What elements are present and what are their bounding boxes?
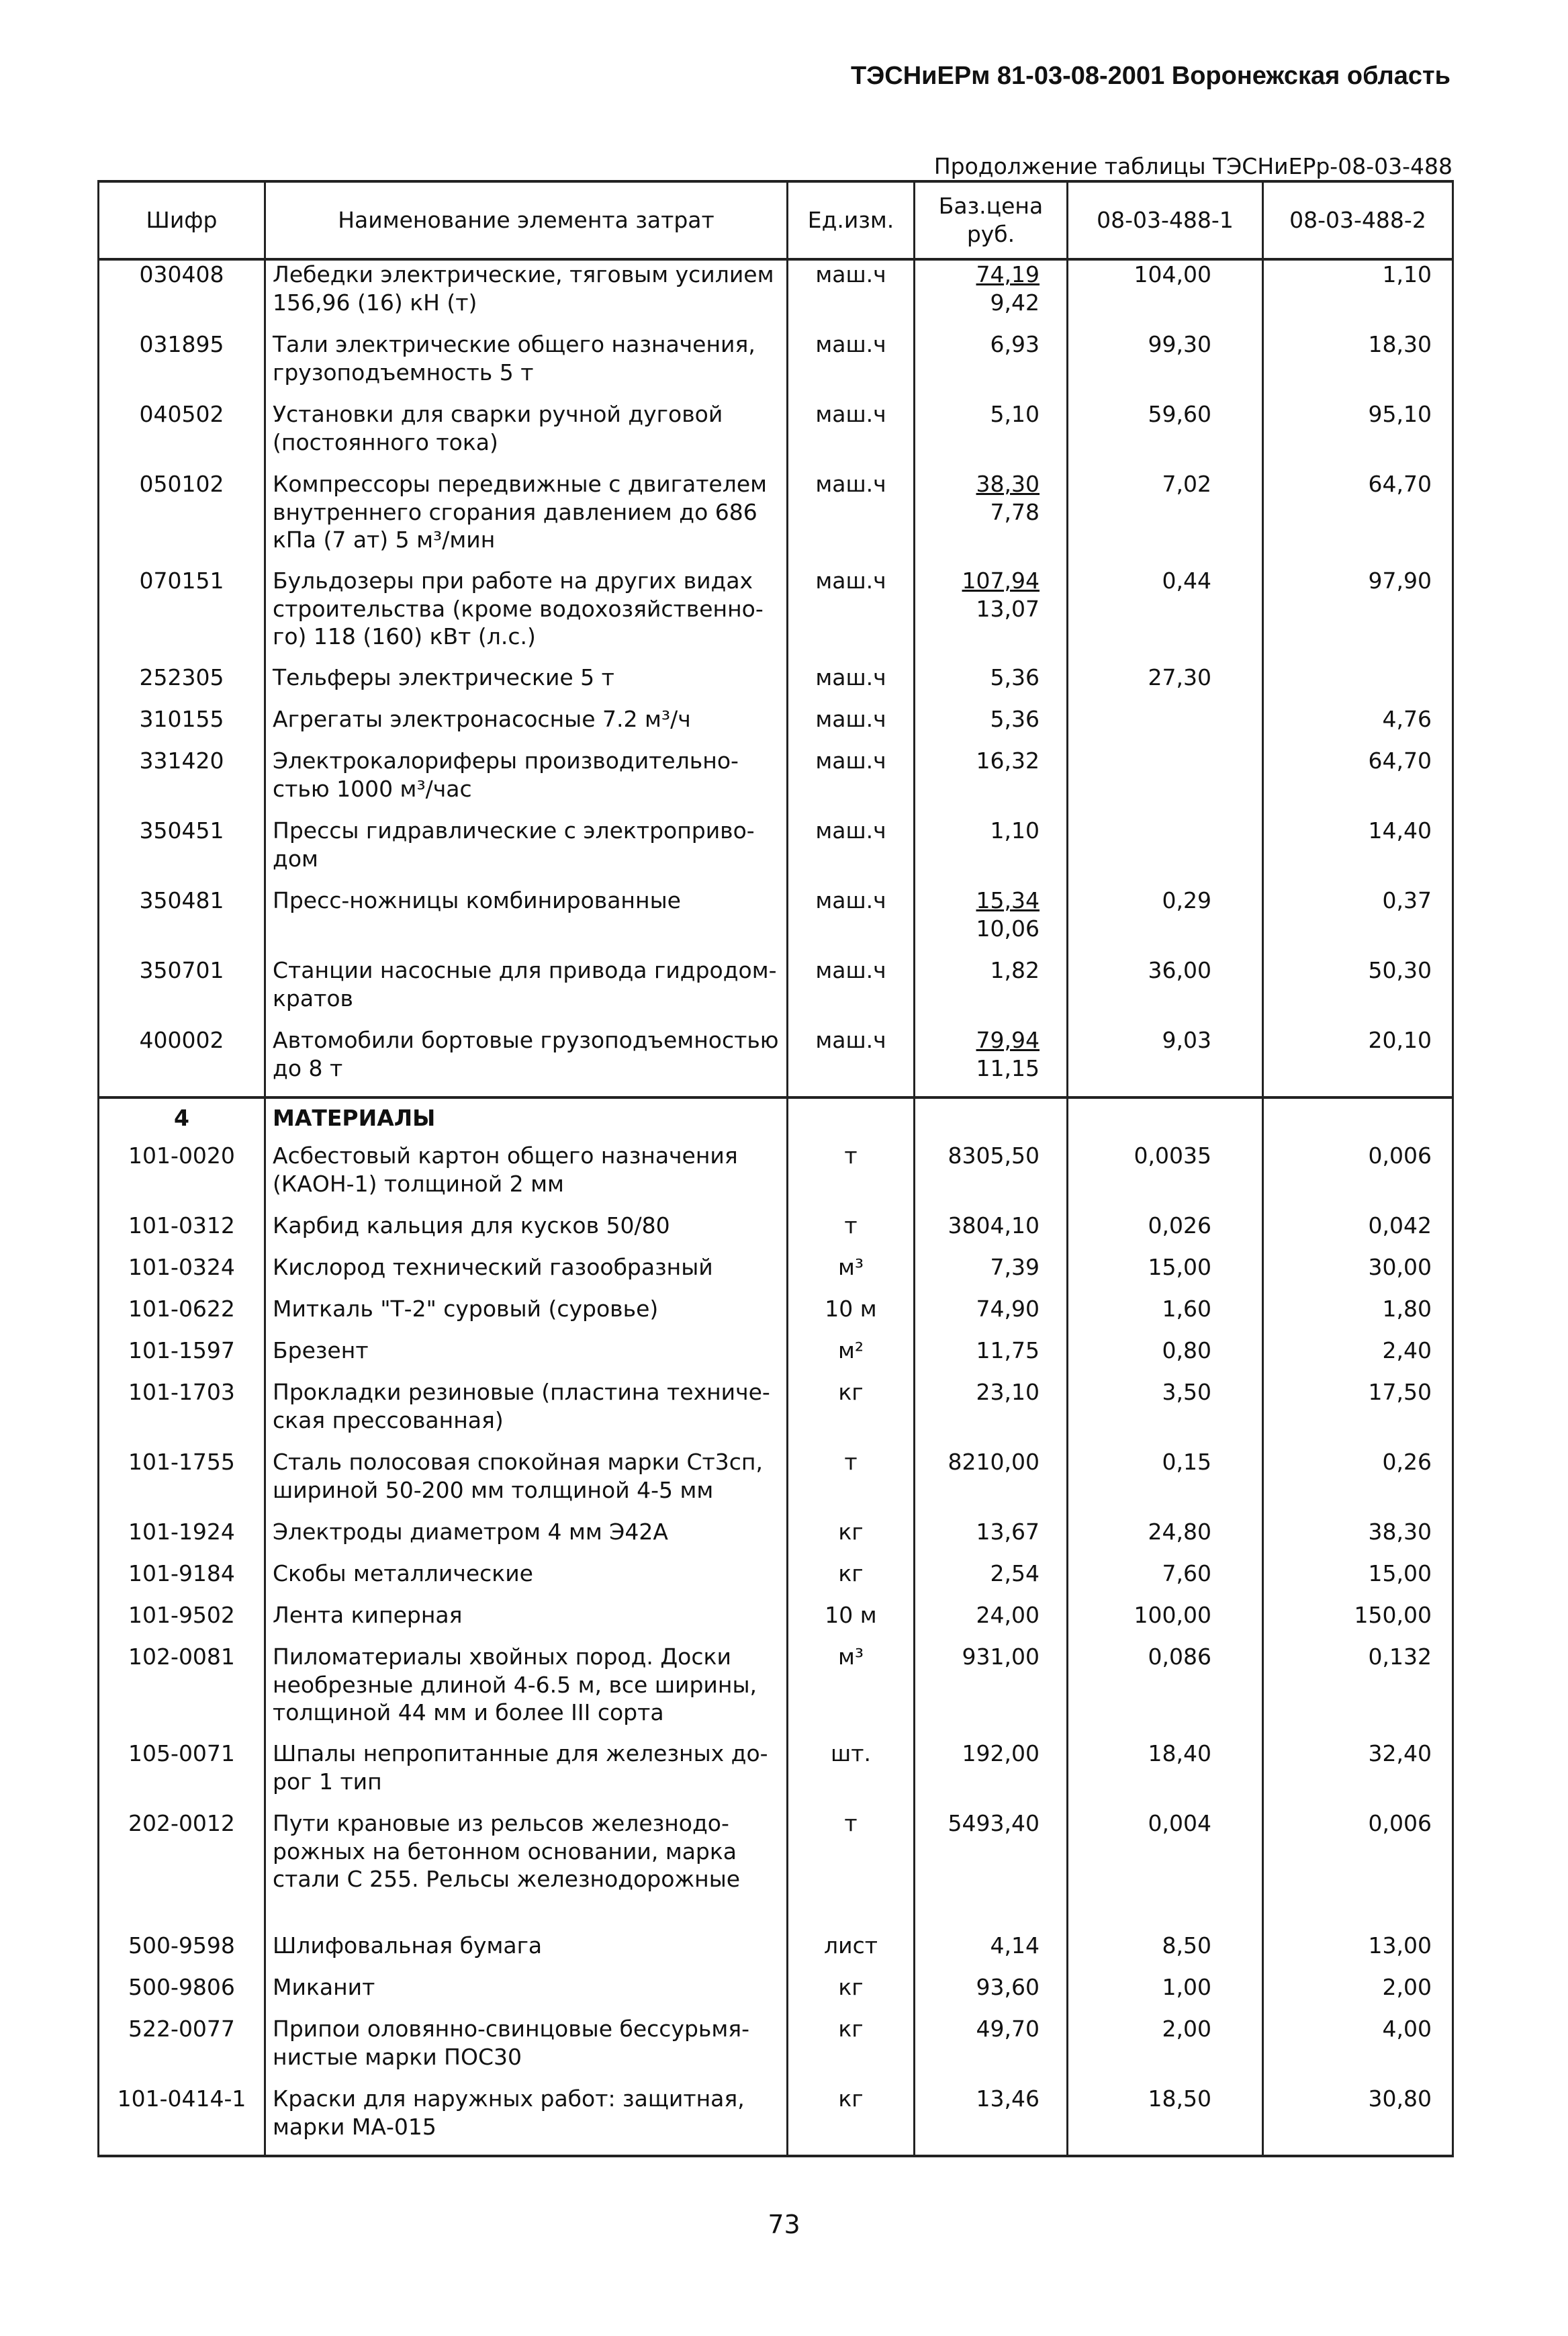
cell-col1: 27,30 bbox=[1068, 664, 1263, 705]
cell-name: Лента киперная bbox=[265, 1601, 788, 1643]
cell-code: 101-9502 bbox=[99, 1601, 265, 1643]
cell-name: Пресс-ножницы комбинированные bbox=[265, 887, 788, 956]
cell-col1: 0,026 bbox=[1068, 1212, 1263, 1253]
cell-col2: 97,90 bbox=[1263, 567, 1453, 664]
resource-table bbox=[97, 180, 1454, 2157]
cell-col1: 7,60 bbox=[1068, 1560, 1263, 1601]
cell-unit: маш.ч bbox=[788, 400, 915, 470]
cell-unit: маш.ч bbox=[788, 817, 915, 887]
cell-col2: 0,132 bbox=[1263, 1643, 1453, 1740]
cell-col2: 32,40 bbox=[1263, 1740, 1453, 1809]
cell-name: Агрегаты электронасосные 7.2 м³/ч bbox=[265, 705, 788, 747]
cell-price: 5,36 bbox=[915, 705, 1068, 747]
running-header: ТЭСНиЕРм 81-03-08-2001 Воронежская область bbox=[851, 62, 1450, 90]
cell-col2: 14,40 bbox=[1263, 817, 1453, 887]
cell-unit: т bbox=[788, 1809, 915, 1932]
cell-unit: 10 м bbox=[788, 1295, 915, 1337]
cell-name: Сталь полосовая спокойная марки Ст3сп, шириной 50-200 мм толщиной 4-5 мм bbox=[265, 1448, 788, 1518]
price-subvalue: 9,42 bbox=[990, 289, 1040, 316]
page-number: 73 bbox=[768, 2210, 800, 2239]
table-caption: Продолжение таблицы ТЭСНиЕРр-08-03-488 bbox=[933, 153, 1452, 179]
cell-unit: кг bbox=[788, 1378, 915, 1448]
price-value: 79,94 bbox=[976, 1027, 1040, 1053]
cell-name: Миканит bbox=[265, 1973, 788, 2015]
cell-code: 101-1597 bbox=[99, 1337, 265, 1378]
column-header-col2: 08-03-488-2 bbox=[1263, 181, 1453, 259]
cell-code: 050102 bbox=[99, 470, 265, 567]
table-row bbox=[99, 400, 1453, 470]
table-row bbox=[99, 1932, 1453, 1973]
price-value: 38,30 bbox=[976, 471, 1040, 497]
cell-unit: м³ bbox=[788, 1643, 915, 1740]
price-value: 107,94 bbox=[962, 568, 1040, 594]
cell-col1: 18,50 bbox=[1068, 2085, 1263, 2156]
table-row bbox=[99, 2085, 1453, 2156]
cell-col2: 4,76 bbox=[1263, 705, 1453, 747]
column-header-unit: Ед.изм. bbox=[788, 181, 915, 259]
table-row bbox=[99, 1740, 1453, 1809]
cell-col1: 2,00 bbox=[1068, 2015, 1263, 2085]
column-header-price: Баз.цена руб. bbox=[915, 181, 1068, 259]
cell-col2: 2,00 bbox=[1263, 1973, 1453, 2015]
table-row bbox=[99, 470, 1453, 567]
cell-price: 931,00 bbox=[915, 1643, 1068, 1740]
cell-col2: 64,70 bbox=[1263, 747, 1453, 817]
cell-price: 1,10 bbox=[915, 817, 1068, 887]
cell-price: 1,82 bbox=[915, 956, 1068, 1026]
cell-col1: 0,80 bbox=[1068, 1337, 1263, 1378]
cell-code: 101-0414-1 bbox=[99, 2085, 265, 2156]
cell-col1: 0,15 bbox=[1068, 1448, 1263, 1518]
cell-unit: кг bbox=[788, 2085, 915, 2156]
cell-code: 101-1755 bbox=[99, 1448, 265, 1518]
cell-code: 040502 bbox=[99, 400, 265, 470]
cell-col2: 15,00 bbox=[1263, 1560, 1453, 1601]
cell-col1: 104,00 bbox=[1068, 259, 1263, 330]
cell-price: 74,90 bbox=[915, 1295, 1068, 1337]
cell-col1: 9,03 bbox=[1068, 1026, 1263, 1097]
cell-name: Прессы гидравлические с электроприво-дом bbox=[265, 817, 788, 887]
cell-col2: 50,30 bbox=[1263, 956, 1453, 1026]
cell-unit: маш.ч bbox=[788, 747, 915, 817]
cell-unit: маш.ч bbox=[788, 567, 915, 664]
cell-col1: 36,00 bbox=[1068, 956, 1263, 1026]
table-row bbox=[99, 259, 1453, 330]
table-row bbox=[99, 1295, 1453, 1337]
cell-code: 101-0312 bbox=[99, 1212, 265, 1253]
cell-code: 101-0020 bbox=[99, 1142, 265, 1212]
table-row bbox=[99, 1643, 1453, 1740]
cell-price bbox=[915, 887, 1068, 956]
cell-code: 101-0324 bbox=[99, 1253, 265, 1295]
cell-name: Кислород технический газообразный bbox=[265, 1253, 788, 1295]
cell-unit: маш.ч bbox=[788, 259, 915, 330]
table-row bbox=[99, 1560, 1453, 1601]
cell-name: Тали электрические общего назначения, грузоподъемность 5 т bbox=[265, 330, 788, 400]
cell-name: Шлифовальная бумага bbox=[265, 1932, 788, 1973]
cell-price: 8305,50 bbox=[915, 1142, 1068, 1212]
cell-code: 101-9184 bbox=[99, 1560, 265, 1601]
cell-col1: 8,50 bbox=[1068, 1932, 1263, 1973]
cell-price: 5,10 bbox=[915, 400, 1068, 470]
cell-unit: лист bbox=[788, 1932, 915, 1973]
price-value: 74,19 bbox=[976, 261, 1040, 287]
cell-unit: маш.ч bbox=[788, 956, 915, 1026]
cell-code: 500-9598 bbox=[99, 1932, 265, 1973]
cell-code: 105-0071 bbox=[99, 1740, 265, 1809]
table-row bbox=[99, 1518, 1453, 1560]
section-number: 4 bbox=[99, 1097, 265, 1142]
cell-code: 101-1703 bbox=[99, 1378, 265, 1448]
table-row bbox=[99, 817, 1453, 887]
cell-price: 4,14 bbox=[915, 1932, 1068, 1973]
cell-price: 49,70 bbox=[915, 2015, 1068, 2085]
cell-name: Бульдозеры при работе на других видах строительства (кроме водохозяйственно-го) 118 (160) кВт (л.с.) bbox=[265, 567, 788, 664]
table-row bbox=[99, 747, 1453, 817]
table-row bbox=[99, 330, 1453, 400]
cell-col2: 1,80 bbox=[1263, 1295, 1453, 1337]
cell-name: Скобы металлические bbox=[265, 1560, 788, 1601]
cell-col2: 30,80 bbox=[1263, 2085, 1453, 2156]
cell-price: 5,36 bbox=[915, 664, 1068, 705]
cell-price: 24,00 bbox=[915, 1601, 1068, 1643]
section-title: МАТЕРИАЛЫ bbox=[265, 1097, 788, 1142]
table-row bbox=[99, 2015, 1453, 2085]
cell-code: 310155 bbox=[99, 705, 265, 747]
cell-name: Припои оловянно-свинцовые бессурьмя-нистые марки ПОС30 bbox=[265, 2015, 788, 2085]
column-header-code: Шифр bbox=[99, 181, 265, 259]
cell-unit: т bbox=[788, 1142, 915, 1212]
cell-code: 070151 bbox=[99, 567, 265, 664]
cell-col2: 2,40 bbox=[1263, 1337, 1453, 1378]
cell-price: 16,32 bbox=[915, 747, 1068, 817]
table-row bbox=[99, 664, 1453, 705]
cell-unit: маш.ч bbox=[788, 887, 915, 956]
cell-name: Прокладки резиновые (пластина техниче-ская прессованная) bbox=[265, 1378, 788, 1448]
cell-unit: т bbox=[788, 1448, 915, 1518]
table-row bbox=[99, 705, 1453, 747]
table-row bbox=[99, 1378, 1453, 1448]
cell-unit: маш.ч bbox=[788, 705, 915, 747]
cell-unit: маш.ч bbox=[788, 470, 915, 567]
cell-col2: 30,00 bbox=[1263, 1253, 1453, 1295]
cell-col1: 3,50 bbox=[1068, 1378, 1263, 1448]
cell-col2: 0,37 bbox=[1263, 887, 1453, 956]
table-row bbox=[99, 567, 1453, 664]
cell-col2: 0,042 bbox=[1263, 1212, 1453, 1253]
table-row bbox=[99, 1337, 1453, 1378]
cell-unit: маш.ч bbox=[788, 664, 915, 705]
table-row bbox=[99, 1448, 1453, 1518]
table-row bbox=[99, 887, 1453, 956]
cell-col1: 0,29 bbox=[1068, 887, 1263, 956]
cell-code: 350701 bbox=[99, 956, 265, 1026]
cell-price: 8210,00 bbox=[915, 1448, 1068, 1518]
cell-unit: кг bbox=[788, 2015, 915, 2085]
cell-name: Пути крановые из рельсов железнодо-рожных на бетонном основании, марка стали С 255. Рельсы железнодорожные bbox=[265, 1809, 788, 1932]
cell-name: Асбестовый картон общего назначения (КАОН-1) толщиной 2 мм bbox=[265, 1142, 788, 1212]
cell-price: 6,93 bbox=[915, 330, 1068, 400]
cell-name: Электроды диаметром 4 мм Э42А bbox=[265, 1518, 788, 1560]
cell-unit: т bbox=[788, 1212, 915, 1253]
cell-col1: 0,086 bbox=[1068, 1643, 1263, 1740]
table-row bbox=[99, 956, 1453, 1026]
section-row bbox=[99, 1097, 1453, 1142]
cell-col1: 18,40 bbox=[1068, 1740, 1263, 1809]
cell-code: 101-0622 bbox=[99, 1295, 265, 1337]
cell-col2: 150,00 bbox=[1263, 1601, 1453, 1643]
table-row bbox=[99, 1212, 1453, 1253]
cell-unit: 10 м bbox=[788, 1601, 915, 1643]
cell-code: 500-9806 bbox=[99, 1973, 265, 2015]
cell-code: 101-1924 bbox=[99, 1518, 265, 1560]
cell-col1: 0,004 bbox=[1068, 1809, 1263, 1932]
cell-price bbox=[915, 567, 1068, 664]
header-row bbox=[99, 181, 1453, 259]
price-subvalue: 10,06 bbox=[976, 915, 1040, 942]
cell-price bbox=[915, 1026, 1068, 1097]
cell-name: Брезент bbox=[265, 1337, 788, 1378]
cell-col1: 15,00 bbox=[1068, 1253, 1263, 1295]
cell-price: 5493,40 bbox=[915, 1809, 1068, 1932]
cell-col2: 0,006 bbox=[1263, 1142, 1453, 1212]
cell-col1 bbox=[1068, 817, 1263, 887]
cell-code: 350451 bbox=[99, 817, 265, 887]
cell-col2: 13,00 bbox=[1263, 1932, 1453, 1973]
price-subvalue: 7,78 bbox=[990, 498, 1040, 525]
cell-name: Электрокалориферы производительно-стью 1000 м³/час bbox=[265, 747, 788, 817]
price-subvalue: 13,07 bbox=[976, 595, 1040, 622]
cell-unit: маш.ч bbox=[788, 1026, 915, 1097]
cell-col2: 1,10 bbox=[1263, 259, 1453, 330]
cell-code: 252305 bbox=[99, 664, 265, 705]
cell-col2: 0,006 bbox=[1263, 1809, 1453, 1932]
cell-col1: 24,80 bbox=[1068, 1518, 1263, 1560]
cell-name: Установки для сварки ручной дуговой (постоянного тока) bbox=[265, 400, 788, 470]
cell-name: Станции насосные для привода гидродом-кратов bbox=[265, 956, 788, 1026]
cell-col2: 4,00 bbox=[1263, 2015, 1453, 2085]
cell-price: 13,46 bbox=[915, 2085, 1068, 2156]
cell-code: 350481 bbox=[99, 887, 265, 956]
cell-col1: 0,44 bbox=[1068, 567, 1263, 664]
cell-name: Краски для наружных работ: защитная, марки МА-015 bbox=[265, 2085, 788, 2156]
cell-col1: 0,0035 bbox=[1068, 1142, 1263, 1212]
column-header-col1: 08-03-488-1 bbox=[1068, 181, 1263, 259]
cell-col1: 59,60 bbox=[1068, 400, 1263, 470]
cell-col2: 95,10 bbox=[1263, 400, 1453, 470]
cell-price: 3804,10 bbox=[915, 1212, 1068, 1253]
cell-code: 102-0081 bbox=[99, 1643, 265, 1740]
cell-code: 031895 bbox=[99, 330, 265, 400]
table-row bbox=[99, 1809, 1453, 1932]
cell-col1 bbox=[1068, 705, 1263, 747]
price-subvalue: 11,15 bbox=[976, 1054, 1040, 1081]
cell-col1: 100,00 bbox=[1068, 1601, 1263, 1643]
cell-unit: м³ bbox=[788, 1253, 915, 1295]
cell-unit: кг bbox=[788, 1973, 915, 2015]
cell-unit: кг bbox=[788, 1560, 915, 1601]
cell-col2 bbox=[1263, 664, 1453, 705]
cell-name: Пиломатериалы хвойных пород. Доски необрезные длиной 4-6.5 м, все ширины, толщиной 44 мм и более III сорта bbox=[265, 1643, 788, 1740]
cell-price: 93,60 bbox=[915, 1973, 1068, 2015]
cell-name: Тельферы электрические 5 т bbox=[265, 664, 788, 705]
cell-col1: 99,30 bbox=[1068, 330, 1263, 400]
cell-col2: 20,10 bbox=[1263, 1026, 1453, 1097]
cell-name: Шпалы непропитанные для железных до-рог 1 тип bbox=[265, 1740, 788, 1809]
cell-col1: 1,00 bbox=[1068, 1973, 1263, 2015]
cell-code: 400002 bbox=[99, 1026, 265, 1097]
cell-unit: шт. bbox=[788, 1740, 915, 1809]
table-row bbox=[99, 1973, 1453, 2015]
cell-unit: м² bbox=[788, 1337, 915, 1378]
cell-unit: маш.ч bbox=[788, 330, 915, 400]
cell-code: 202-0012 bbox=[99, 1809, 265, 1932]
table-row bbox=[99, 1026, 1453, 1097]
cell-col2: 38,30 bbox=[1263, 1518, 1453, 1560]
table-row bbox=[99, 1601, 1453, 1643]
cell-name: Карбид кальция для кусков 50/80 bbox=[265, 1212, 788, 1253]
table-row bbox=[99, 1142, 1453, 1212]
cell-col1: 1,60 bbox=[1068, 1295, 1263, 1337]
cell-col2: 0,26 bbox=[1263, 1448, 1453, 1518]
cell-name: Лебедки электрические, тяговым усилием 156,96 (16) кН (т) bbox=[265, 259, 788, 330]
cell-code: 522-0077 bbox=[99, 2015, 265, 2085]
cell-col2: 17,50 bbox=[1263, 1378, 1453, 1448]
cell-price: 7,39 bbox=[915, 1253, 1068, 1295]
cell-name: Компрессоры передвижные с двигателем внутреннего сгорания давлением до 686 кПа (7 ат) 5 м³/мин bbox=[265, 470, 788, 567]
cell-unit: кг bbox=[788, 1518, 915, 1560]
table-row bbox=[99, 1253, 1453, 1295]
cell-col1 bbox=[1068, 747, 1263, 817]
cell-price: 23,10 bbox=[915, 1378, 1068, 1448]
cell-name: Миткаль "Т-2" суровый (суровье) bbox=[265, 1295, 788, 1337]
cell-price: 13,67 bbox=[915, 1518, 1068, 1560]
cell-price bbox=[915, 470, 1068, 567]
cell-price: 11,75 bbox=[915, 1337, 1068, 1378]
cell-code: 331420 bbox=[99, 747, 265, 817]
cell-name: Автомобили бортовые грузоподъемностью до 8 т bbox=[265, 1026, 788, 1097]
cell-code: 030408 bbox=[99, 259, 265, 330]
cell-col2: 64,70 bbox=[1263, 470, 1453, 567]
column-header-name: Наименование элемента затрат bbox=[265, 181, 788, 259]
cell-price bbox=[915, 259, 1068, 330]
price-value: 15,34 bbox=[976, 887, 1040, 913]
cell-col1: 7,02 bbox=[1068, 470, 1263, 567]
cell-price: 192,00 bbox=[915, 1740, 1068, 1809]
cell-price: 2,54 bbox=[915, 1560, 1068, 1601]
cell-col2: 18,30 bbox=[1263, 330, 1453, 400]
